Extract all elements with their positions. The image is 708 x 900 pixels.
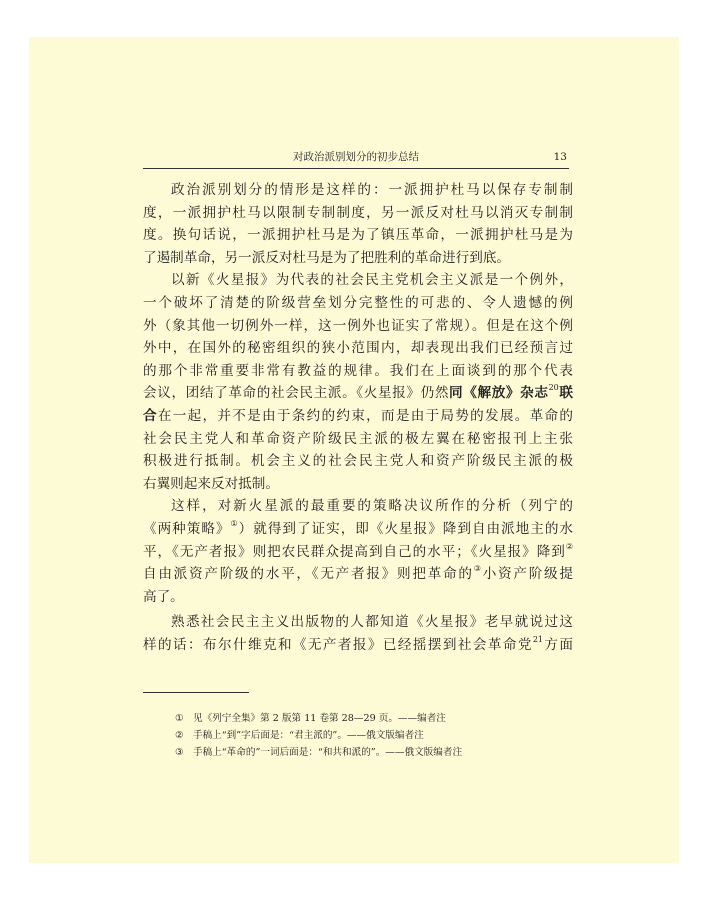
text-line: 度，一派拥护杜马以限制专制制度，另一派反对杜马以消灭专制制 bbox=[143, 204, 573, 221]
note-ref: 20 bbox=[548, 383, 559, 393]
text-line bbox=[143, 518, 573, 541]
text-line: 这样，对新火星派的最重要的策略决议所作的分析（列宁的 bbox=[171, 498, 573, 515]
page-number: 13 bbox=[553, 151, 567, 163]
text-line: 右翼则起来反对抵制。 bbox=[143, 475, 279, 492]
body-text bbox=[143, 179, 573, 656]
text-line bbox=[143, 541, 573, 564]
text-span: 自由派资产阶级的水平，《无产者报》则把革命的 bbox=[143, 566, 474, 583]
text-line: 的那个非常重要非常有教益的规律。我们在上面谈到的那个代表 bbox=[143, 362, 573, 379]
bold-phrase: 合 bbox=[143, 407, 158, 424]
footnote-item bbox=[175, 710, 575, 727]
footnote-divider bbox=[143, 692, 249, 693]
note-ref: 21 bbox=[532, 634, 544, 644]
bold-phrase: 联 bbox=[558, 385, 573, 402]
text-span: 会议，团结了革命的社会民主派。《火星报》仍然 bbox=[143, 385, 450, 402]
bold-phrase: 同《解放》杂志 bbox=[449, 385, 549, 402]
text-span: 在一起，并不是由于条约的约束，而是由于局势的发展。革命的 bbox=[157, 407, 573, 424]
text-line bbox=[143, 563, 573, 586]
footnote-item bbox=[175, 744, 575, 761]
text-span: ）就得到了证实，即《火星报》降到自由派地主的水 bbox=[238, 520, 573, 537]
text-line: 政治派别划分的情形是这样的：一派拥护杜马以保存专制制 bbox=[171, 182, 573, 198]
footnotes bbox=[175, 710, 575, 761]
text-line: 熟悉社会民主主义出版物的人都知道《火星报》老早就说过这 bbox=[171, 614, 573, 631]
text-line: 高了。 bbox=[143, 588, 184, 605]
text-span: 样的话：布尔什维克和《无产者报》已经摇摆到社会革命党 bbox=[143, 636, 533, 653]
text-span: 方面 bbox=[543, 636, 573, 653]
footnote-text: 见《列宁全集》第 2 版第 11 卷第 28—29 页。——编者注 bbox=[193, 713, 446, 724]
text-line: 积极进行抵制。机会主义的社会民主党人和资产阶级民主派的极 bbox=[143, 453, 573, 470]
footnote-mark: ① bbox=[175, 713, 184, 724]
text-span: 小资产阶级提 bbox=[482, 566, 573, 583]
text-line: 了遏制革命，另一派反对杜马是为了把胜利的革命进行到底。 bbox=[143, 249, 511, 266]
text-line bbox=[143, 382, 573, 405]
text-line: 度。换句话说，一派拥护杜马是为了镇压革命，一派拥护杜马是为 bbox=[143, 227, 573, 244]
text-line bbox=[143, 634, 573, 657]
text-line: 以新《火星报》为代表的社会民主党机会主义派是一个例外， bbox=[171, 272, 573, 289]
footnote-ref: ② bbox=[565, 541, 573, 551]
text-line: 一个破坏了清楚的阶级营垒划分完整性的可悲的、令人遗憾的例 bbox=[143, 294, 573, 311]
footnote-item bbox=[175, 727, 575, 744]
text-span: 《两种策略》 bbox=[143, 520, 231, 537]
text-line bbox=[143, 405, 573, 428]
footnote-mark: ③ bbox=[175, 747, 184, 758]
text-span: 平，《无产者报》则把农民群众提高到自己的水平；《火星报》降到 bbox=[143, 543, 566, 560]
footnote-ref: ③ bbox=[473, 564, 483, 574]
running-title: 对政治派别划分的初步总结 bbox=[293, 151, 419, 163]
text-line: 外（象其他一切例外一样，这一例外也证实了常规）。但是在这个例 bbox=[143, 317, 573, 334]
footnote-text: 手稿上“革命的”一词后面是：“和共和派的”。——俄文版编者注 bbox=[193, 747, 463, 758]
running-header bbox=[143, 150, 569, 169]
text-line: 社会民主党人和革命资产阶级民主派的极左翼在秘密报刊上主张 bbox=[143, 430, 573, 447]
footnote-text: 手稿上“到”字后面是：“君主派的”。——俄文版编者注 bbox=[193, 730, 424, 741]
text-line: 外中，在国外的秘密组织的狭小范围内，却表现出我们已经预言过 bbox=[143, 340, 573, 357]
footnote-ref: ① bbox=[230, 518, 239, 528]
footnote-mark: ② bbox=[175, 730, 184, 741]
